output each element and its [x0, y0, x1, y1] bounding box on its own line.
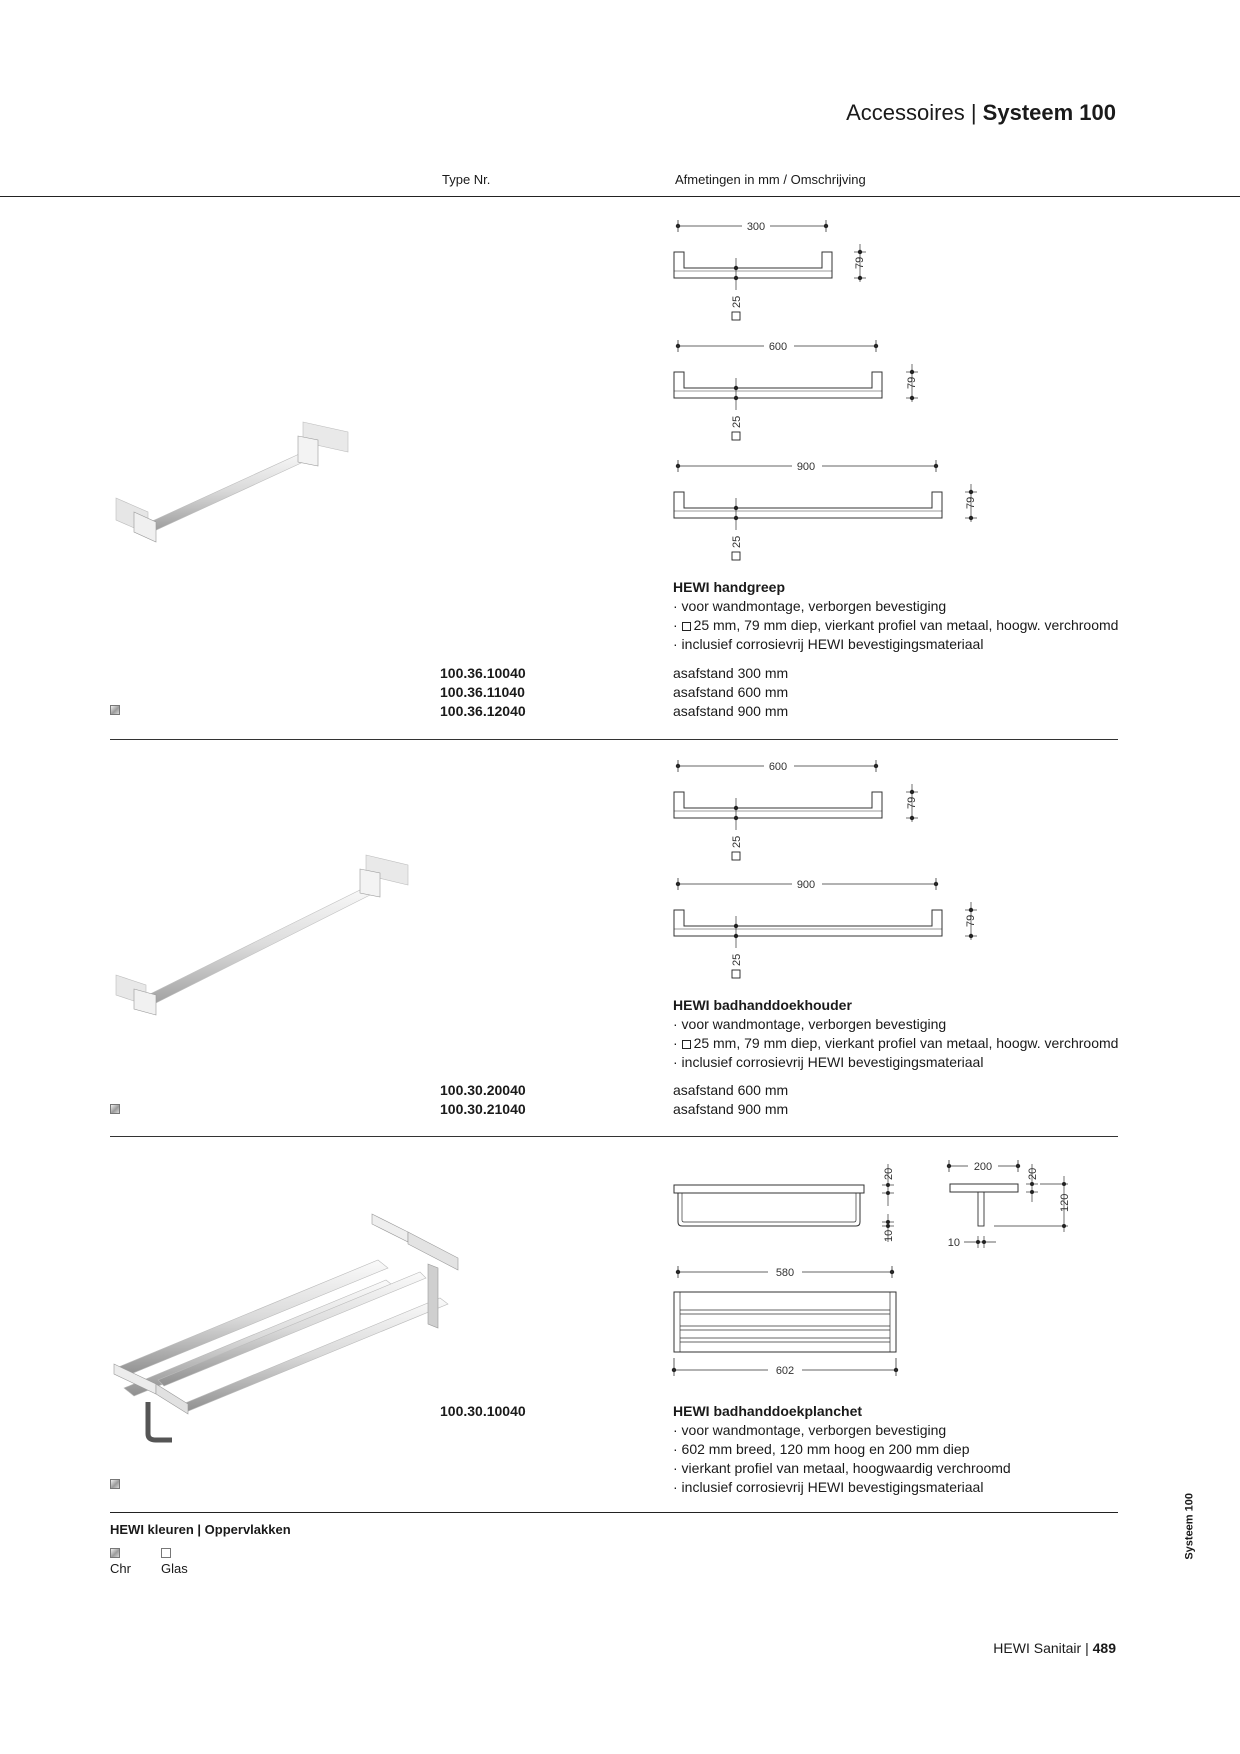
chrome-swatch: [110, 1104, 120, 1114]
dim-width: 600: [768, 341, 788, 353]
product-name: HEWI handgreep: [673, 579, 786, 595]
type-code: 100.36.11040: [440, 684, 525, 700]
footer-separator: |: [1085, 1640, 1089, 1656]
dim-width: 900: [796, 879, 816, 891]
page-footer: [993, 1640, 1116, 1656]
section-rule: [110, 1512, 1118, 1513]
axis-distance: asafstand 300 mm: [673, 665, 789, 681]
badhanddoekhouder-distances: [673, 1081, 788, 1119]
dim-depth: 79: [965, 914, 977, 927]
section-rule: [110, 739, 1118, 740]
dim-side-bar: 10: [947, 1237, 960, 1249]
bullet: · vierkant profiel van metaal, hoogwaardig verchroomd: [673, 1460, 1011, 1476]
dim-width: 900: [796, 461, 816, 473]
handgreep-description: [673, 578, 1118, 654]
dim-inner: 580: [775, 1267, 795, 1279]
chrome-swatch: [110, 705, 120, 715]
legend-label-chrome: Chr: [110, 1561, 131, 1576]
legend-title: HEWI kleuren | Oppervlakken: [110, 1522, 291, 1537]
dim-profile: 25: [731, 415, 743, 428]
dim-bar: 10: [883, 1229, 895, 1242]
handgreep-codes: [440, 664, 526, 721]
section-title: Systeem 100: [982, 100, 1116, 125]
section-name: Accessoires: [846, 100, 965, 125]
dim-depth: 79: [854, 256, 866, 269]
footer-brand: HEWI Sanitair: [993, 1640, 1082, 1656]
header-separator: |: [970, 100, 977, 125]
chrome-swatch: [110, 1479, 120, 1489]
square-profile-icon: [682, 622, 691, 631]
bullet: · voor wandmontage, verborgen bevestiging: [673, 1422, 947, 1438]
dim-height: 120: [1059, 1193, 1071, 1212]
handgreep-photo: [108, 408, 358, 548]
dim-outer: 602: [775, 1365, 795, 1377]
drawing-600: [674, 339, 918, 440]
dim-depth: 79: [906, 376, 918, 389]
chrome-swatch: [110, 1548, 120, 1558]
dim-depth: 200: [973, 1161, 993, 1173]
glass-swatch: [161, 1548, 171, 1558]
drawing-300: [674, 219, 866, 320]
bullet: · inclusief corrosievrij HEWI bevestigingsmateriaal: [673, 636, 984, 652]
bullet: · voor wandmontage, verborgen bevestiging: [673, 1016, 947, 1032]
dim-profile: 25: [731, 535, 743, 548]
badhanddoekhouder-codes: [440, 1081, 526, 1119]
dim-profile: 25: [731, 953, 743, 966]
dim-depth: 79: [965, 496, 977, 509]
badhanddoekplanchet-photo: [108, 1208, 468, 1448]
badhanddoekplanchet-drawings: [660, 1150, 1090, 1390]
page-number: 489: [1092, 1640, 1116, 1656]
type-code: 100.30.21040: [440, 1101, 526, 1117]
bullet: · inclusief corrosievrij HEWI bevestigingsmateriaal: [673, 1054, 984, 1070]
drawing-900: [674, 877, 977, 978]
axis-distance: asafstand 900 mm: [673, 703, 789, 719]
dim-width: 600: [768, 761, 788, 773]
bullet: · 602 mm breed, 120 mm hoog en 200 mm diep: [673, 1441, 970, 1457]
badhanddoekhouder-description: [673, 996, 1118, 1072]
top-view: [672, 1265, 898, 1377]
dim-top: 20: [883, 1167, 895, 1180]
handgreep-drawings: [660, 208, 1000, 568]
dim-profile: 25: [731, 295, 743, 308]
side-label: Systeem 100: [1184, 1493, 1196, 1560]
dim-side-top: 20: [1027, 1167, 1039, 1180]
handgreep-distances: [673, 664, 788, 721]
dim-depth: 79: [906, 796, 918, 809]
axis-distance: asafstand 600 mm: [673, 684, 789, 700]
dim-width: 300: [746, 221, 766, 233]
column-header-dims: Afmetingen in mm / Omschrijving: [675, 172, 866, 187]
front-view: [674, 1164, 895, 1242]
badhanddoekhouder-drawings: [660, 748, 1000, 988]
page-header: [846, 100, 1116, 126]
product-name: HEWI badhanddoekplanchet: [673, 1403, 863, 1419]
bullet: · 25 mm, 79 mm diep, vierkant profiel van metaal, hoogw. verchroomd: [673, 617, 1119, 633]
type-code: 100.30.20040: [440, 1082, 526, 1098]
bullet: · voor wandmontage, verborgen bevestiging: [673, 598, 947, 614]
product-name: HEWI badhanddoekhouder: [673, 997, 852, 1013]
section-rule: [110, 1136, 1118, 1137]
badhanddoekplanchet-description: [673, 1402, 1011, 1497]
drawing-600: [674, 759, 918, 860]
type-code: 100.36.12040: [440, 703, 526, 719]
header-rule: [0, 196, 1240, 197]
badhanddoekhouder-photo: [108, 845, 418, 1025]
bullet: · 25 mm, 79 mm diep, vierkant profiel van metaal, hoogw. verchroomd: [673, 1035, 1119, 1051]
badhanddoekplanchet-codes: [440, 1402, 526, 1421]
axis-distance: asafstand 600 mm: [673, 1082, 789, 1098]
axis-distance: asafstand 900 mm: [673, 1101, 789, 1117]
bullet: · inclusief corrosievrij HEWI bevestigingsmateriaal: [673, 1479, 984, 1495]
column-header-type: Type Nr.: [442, 172, 491, 187]
drawing-900: [674, 459, 977, 560]
square-profile-icon: [682, 1040, 691, 1049]
legend-label-glass: Glas: [161, 1561, 188, 1576]
dim-profile: 25: [731, 835, 743, 848]
type-code: 100.30.10040: [440, 1403, 526, 1419]
type-code: 100.36.10040: [440, 665, 526, 681]
side-view: [947, 1159, 1071, 1249]
